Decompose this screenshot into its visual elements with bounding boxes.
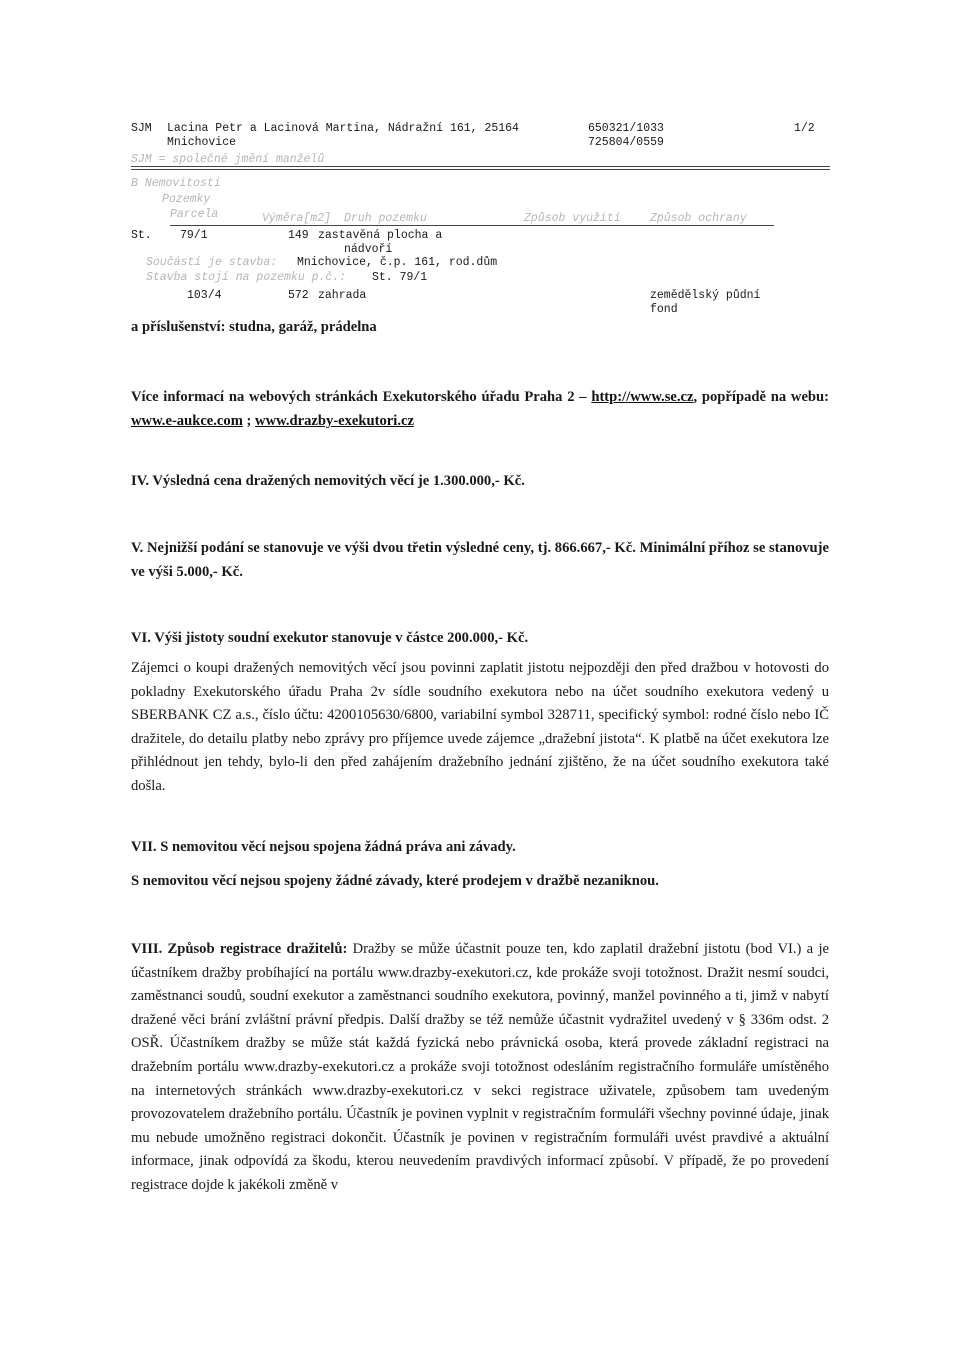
- col-protection: Způsob ochrany: [650, 212, 747, 225]
- col-use: Způsob využití: [524, 212, 621, 225]
- stands-value: St. 79/1: [372, 271, 428, 284]
- row1-prefix: St.: [131, 229, 152, 242]
- info-text-1: Více informací na webových stránkách Exekutorského úřadu Praha 2 –: [131, 389, 592, 405]
- row2-protection-2: fond: [650, 303, 678, 316]
- info-sep: ;: [242, 412, 256, 429]
- link-e-aukce[interactable]: www.e-aukce.com: [131, 412, 243, 429]
- stands-label: Stavba stojí na pozemku p.č.:: [146, 271, 347, 284]
- section-iv: IV. Výsledná cena dražených nemovitých věcí je 1.300.000,- Kč.: [131, 473, 525, 489]
- row1-kind-2: nádvoří: [344, 243, 393, 256]
- header-divider-1: [131, 166, 830, 167]
- section-viii: [131, 938, 829, 1198]
- row1-parcel: 79/1: [180, 229, 208, 242]
- section-vi: VI. Výši jistoty soudní exekutor stanovuje v částce 200.000,- Kč.: [131, 630, 529, 646]
- owner-id-2: 725804/0559: [588, 136, 664, 149]
- owner-sjm-label: SJM: [131, 122, 152, 135]
- section-nemovitosti: B Nemovitosti: [131, 177, 221, 190]
- part-value: Mnichovice, č.p. 161, rod.dům: [297, 256, 498, 269]
- section-vi-text: Zájemci o koupi dražených nemovitých věcí jsou povinni zaplatit jistotu nejpozději den před dražbou v hotovosti do pokladny Exekutorského úřadu Praha 2v sídle soudního exekutora nebo na účet soudního exekutora vedený u SBERBANK CZ a.s., číslo účtu: 4200105630/6800, variabilní symbol 328711, specifický symbol: rodné číslo nebo IČ dražitele, do detailu platby nebo zprávy pro příjemce uvede zájemce „dražební jistota“. K platbě na účet exekutora lze přihlédnout jen tehdy, bylo-li den před zahájením dražebního jednání zjištěno, že na účet soudního exekutora také došla.: [131, 660, 829, 794]
- row2-kind: zahrada: [318, 289, 367, 302]
- link-se-cz[interactable]: http://www.se.cz: [591, 389, 694, 405]
- section-vii: VII. S nemovitou věcí nejsou spojena žádná práva ani závady.: [131, 839, 516, 855]
- link-drazby-exekutori[interactable]: www.drazby-exekutori.cz: [255, 412, 414, 429]
- col-area: Výměra[m2]: [262, 212, 332, 225]
- row2-area: 572: [288, 289, 309, 302]
- row2-protection: zemědělský půdní: [650, 289, 761, 302]
- header-divider-2: [131, 169, 830, 170]
- row1-area: 149: [288, 229, 309, 242]
- row2-parcel: 103/4: [187, 289, 222, 302]
- section-v: V. Nejnižší podání se stanovuje ve výši dvou třetin výsledné ceny, tj. 866.667,- Kč. Minimální příhoz se stanovuje ve výši 5.000,- Kč.: [131, 540, 829, 580]
- subsection-pozemky: Pozemky: [162, 193, 211, 206]
- section-viii-head: VIII. Způsob registrace dražitelů:: [131, 941, 348, 957]
- appurtenance-note: a příslušenství: studna, garáž, prádelna: [131, 319, 377, 335]
- col-parcel: Parcela: [170, 208, 219, 221]
- col-kind: Druh pozemku: [344, 212, 427, 225]
- page-number: 1/2: [794, 122, 815, 135]
- owner-name-line: Lacina Petr a Lacinová Martina, Nádražní 161, 25164: [167, 122, 519, 135]
- info-paragraph: [131, 386, 829, 433]
- owner-sjm-note: SJM = společné jmění manželů: [131, 153, 325, 166]
- section-viii-text: Dražby se může účastnit pouze ten, kdo zaplatil dražební jistotu (bod VI.) a je účastníkem dražby probíhající na portálu www.drazby-exekutori.cz, kde prokáže svoji totožnost. Dražit nesmí soudci, zaměstnanci soudů, soudní exekutor a zaměstnanci soudního exekutora, povinný, manžel povinného a ti, jimž v nabytí dražené věci brání zvláštní právní předpis. Další dražby se též nemůže účastnit vydražitel uvedený v § 336m odst. 2 OSŘ. Účastníkem dražby se může stát každá fyzická nebo právnická osoba, která provede základní registraci na dražebním portálu www.drazby-exekutori.cz a prokáže svoji totožnost odesláním registračního formuláře umístěného na internetových stránkách www.drazby-exekutori.cz v sekci registrace uživatele, způsobem tam uvedeným provozovatelem dražebního portálu. Účastník je povinen vyplnit v registračním formuláři všechny povinné údaje, jinak mu nebude umožněno registraci dokončit. Účastník je povinen v registračním formuláři uvést pravdivé a aktuální informace, jinak odpovídá za škodu, kterou neuvedením pravdivých informací způsobí. V případě, že po provedení registrace dojde k jakékoli změně v: [131, 941, 829, 1193]
- section-vii-2: S nemovitou věcí nejsou spojeny žádné závady, které prodejem v dražbě nezaniknou.: [131, 873, 659, 889]
- table-header-divider: [170, 225, 774, 226]
- info-text-2: , popřípadě na webu:: [693, 389, 830, 405]
- owner-city: Mnichovice: [167, 136, 237, 149]
- row1-kind: zastavěná plocha a: [318, 229, 443, 242]
- owner-id-1: 650321/1033: [588, 122, 664, 135]
- part-label: Součástí je stavba:: [146, 256, 278, 269]
